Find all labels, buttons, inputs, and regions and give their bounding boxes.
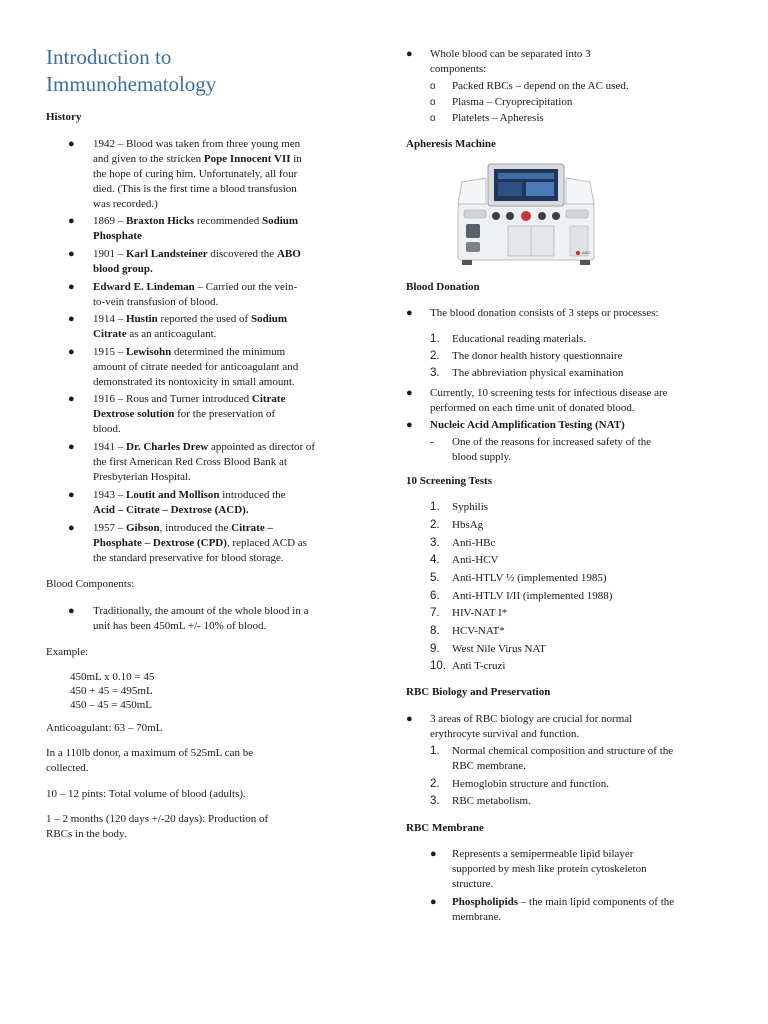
history-item-1942: 1942 – Blood was taken from three young men and given to the stricken Pope Innocent VII in the hope of curing him. Unfortunately, all four died. (This is the first time a blood transfusion was recorded.) [93,138,302,210]
test-number: 7. [430,607,440,619]
test-item: Anti-HBc [452,537,496,549]
separation-sub-1: Packed RBCs – depend on the AC used. [452,80,629,92]
anticoagulant-text: Anticoagulant: 63 – 70mL [46,722,163,734]
test-item: West Nile Virus NAT [452,643,546,655]
history-item-1916: 1916 – Rous and Turner introduced Citrate Dextrose solution for the preservation of blood. [93,393,286,435]
test-item: Syphilis [452,501,489,513]
donor-text: In a 110lb donor, a maximum of 525mL can be collected. [46,747,254,774]
donation-step-1: Educational reading materials. [452,333,587,345]
test-number: 4. [430,554,440,566]
test-number: 6. [430,590,440,602]
nat-heading: Nucleic Acid Amplification Testing (NAT) [430,419,625,431]
history-item-1957: 1957 – Gibson, introduced the Citrate – Phosphate – Dextrose (CPD), replaced ACD as the standard preservative for blood storage. [93,522,307,564]
donation-step-number: 1. [430,333,440,345]
test-number: 5. [430,572,440,584]
bullet-icon: ● [68,281,75,293]
bullet-icon: ● [406,48,413,60]
calc-line-2: 450 + 45 = 495mL [70,685,153,697]
history-item-1869: 1869 – Braxton Hicks recommended Sodium Phosphate [93,215,299,242]
calc-line-1: 450mL x 0.10 = 45 [70,671,155,683]
rbc-item-number: 1. [430,745,440,757]
history-item-1915: 1915 – Lewisohn determined the minimum amount of citrate needed for anticoagulant and demonstrated its nontoxicity in small amount. [93,346,299,388]
test-number: 9. [430,643,440,655]
screening-tests-heading: 10 Screening Tests [406,475,492,487]
circle-bullet-icon: o [430,113,436,124]
separation-sub-3: Platelets – Apheresis [452,112,544,124]
apheresis-machine-image [446,160,612,266]
bullet-icon: ● [68,248,75,260]
rbc-biology-heading: RBC Biology and Preservation [406,686,551,698]
test-item: HCV-NAT* [452,625,505,637]
production-text: 1 – 2 months (120 days +/-20 days): Production of RBCs in the body. [46,813,269,840]
bullet-icon: ● [406,307,413,319]
bullet-icon: ● [430,896,437,908]
bullet-icon: ● [68,522,75,534]
blood-donation-heading: Blood Donation [406,281,480,293]
rbc-membrane-heading: RBC Membrane [406,822,484,834]
blood-components-heading: Blood Components: [46,578,135,590]
separation-item: Whole blood can be separated into 3 components: [430,48,591,75]
test-item: HbsAg [452,519,484,531]
history-item-lindeman: Edward E. Lindeman – Carried out the vein- to-vein transfusion of blood. [93,281,298,308]
document-title [46,44,216,98]
test-number: 1. [430,501,440,513]
rbc-biology-intro: 3 areas of RBC biology are crucial for normal erythrocyte survival and function. [430,713,633,740]
bullet-icon: ● [68,346,75,358]
history-item-1943: 1943 – Loutit and Mollison introduced the Acid – Citrate – Dextrose (ACD). [93,489,286,516]
donation-step-2: The donor health history questionnaire [452,350,623,362]
pints-text: 10 – 12 pints: Total volume of blood (adults). [46,788,246,800]
test-number: 8. [430,625,440,637]
membrane-bullet-2: Phospholipids – the main lipid components of the membrane. [452,896,675,923]
bullet-icon: ● [406,387,413,399]
bullet-icon: ● [68,605,75,617]
test-number: 2. [430,519,440,531]
history-item-1901: 1901 – Karl Landsteiner discovered the ABO blood group. [93,248,301,275]
circle-bullet-icon: o [430,97,436,108]
rbc-item-number: 2. [430,778,440,790]
example-label: Example: [46,646,89,658]
test-item: Anti T-cruzi [452,660,506,672]
test-item: Anti-HTLV ½ (implemented 1985) [452,572,607,584]
machine-brand-label: ABO [582,250,591,255]
bullet-icon: ● [430,848,437,860]
bullet-icon: ● [406,419,413,431]
separation-sub-2: Plasma – Cryoprecipitation [452,96,573,108]
nat-sub: One of the reasons for increased safety of the blood supply. [452,436,652,463]
apheresis-heading: Apheresis Machine [406,138,496,150]
rbc-item-1: Normal chemical composition and structure of the RBC membrane. [452,745,674,772]
bullet-icon: ● [68,441,75,453]
test-item: Anti-HCV [452,554,499,566]
rbc-item-3: RBC metabolism. [452,795,531,807]
history-item-1941: 1941 – Dr. Charles Drew appointed as director of the first American Red Cross Blood Bank at Presbyterian Hospital. [93,441,316,483]
title-line-1: Introduction to [46,45,172,69]
rbc-item-2: Hemoglobin structure and function. [452,778,610,790]
dash-bullet-icon: - [430,436,434,448]
title-line-2: Immunohematology [46,72,217,96]
screening-count-text: Currently, 10 screening tests for infectious disease are performed on each time unit of donated blood. [430,387,668,414]
history-heading: History [46,111,82,123]
bullet-icon: ● [68,138,75,150]
history-item-1914: 1914 – Hustin reported the used of Sodium Citrate as an anticoagulant. [93,313,288,340]
circle-bullet-icon: o [430,81,436,92]
bullet-icon: ● [68,313,75,325]
test-item: Anti-HTLV I/II (implemented 1988) [452,590,613,602]
bullet-icon: ● [406,713,413,725]
donation-step-3: The abbreviation physical examination [452,367,624,379]
test-number: 3. [430,537,440,549]
calc-line-3: 450 – 45 = 450mL [70,699,152,711]
bullet-icon: ● [68,215,75,227]
membrane-bullet-1: Represents a semipermeable lipid bilayer supported by mesh like protein cytoskeleton structure. [452,848,647,890]
test-number: 10. [430,660,446,672]
test-item: HIV-NAT I* [452,607,508,619]
donation-intro: The blood donation consists of 3 steps or processes: [430,307,659,319]
bullet-icon: ● [68,489,75,501]
donation-step-number: 2. [430,350,440,362]
bullet-icon: ● [68,393,75,405]
rbc-item-number: 3. [430,795,440,807]
donation-step-number: 3. [430,367,440,379]
components-item: Traditionally, the amount of the whole blood in a unit has been 450mL +/- 10% of blood. [93,605,309,632]
